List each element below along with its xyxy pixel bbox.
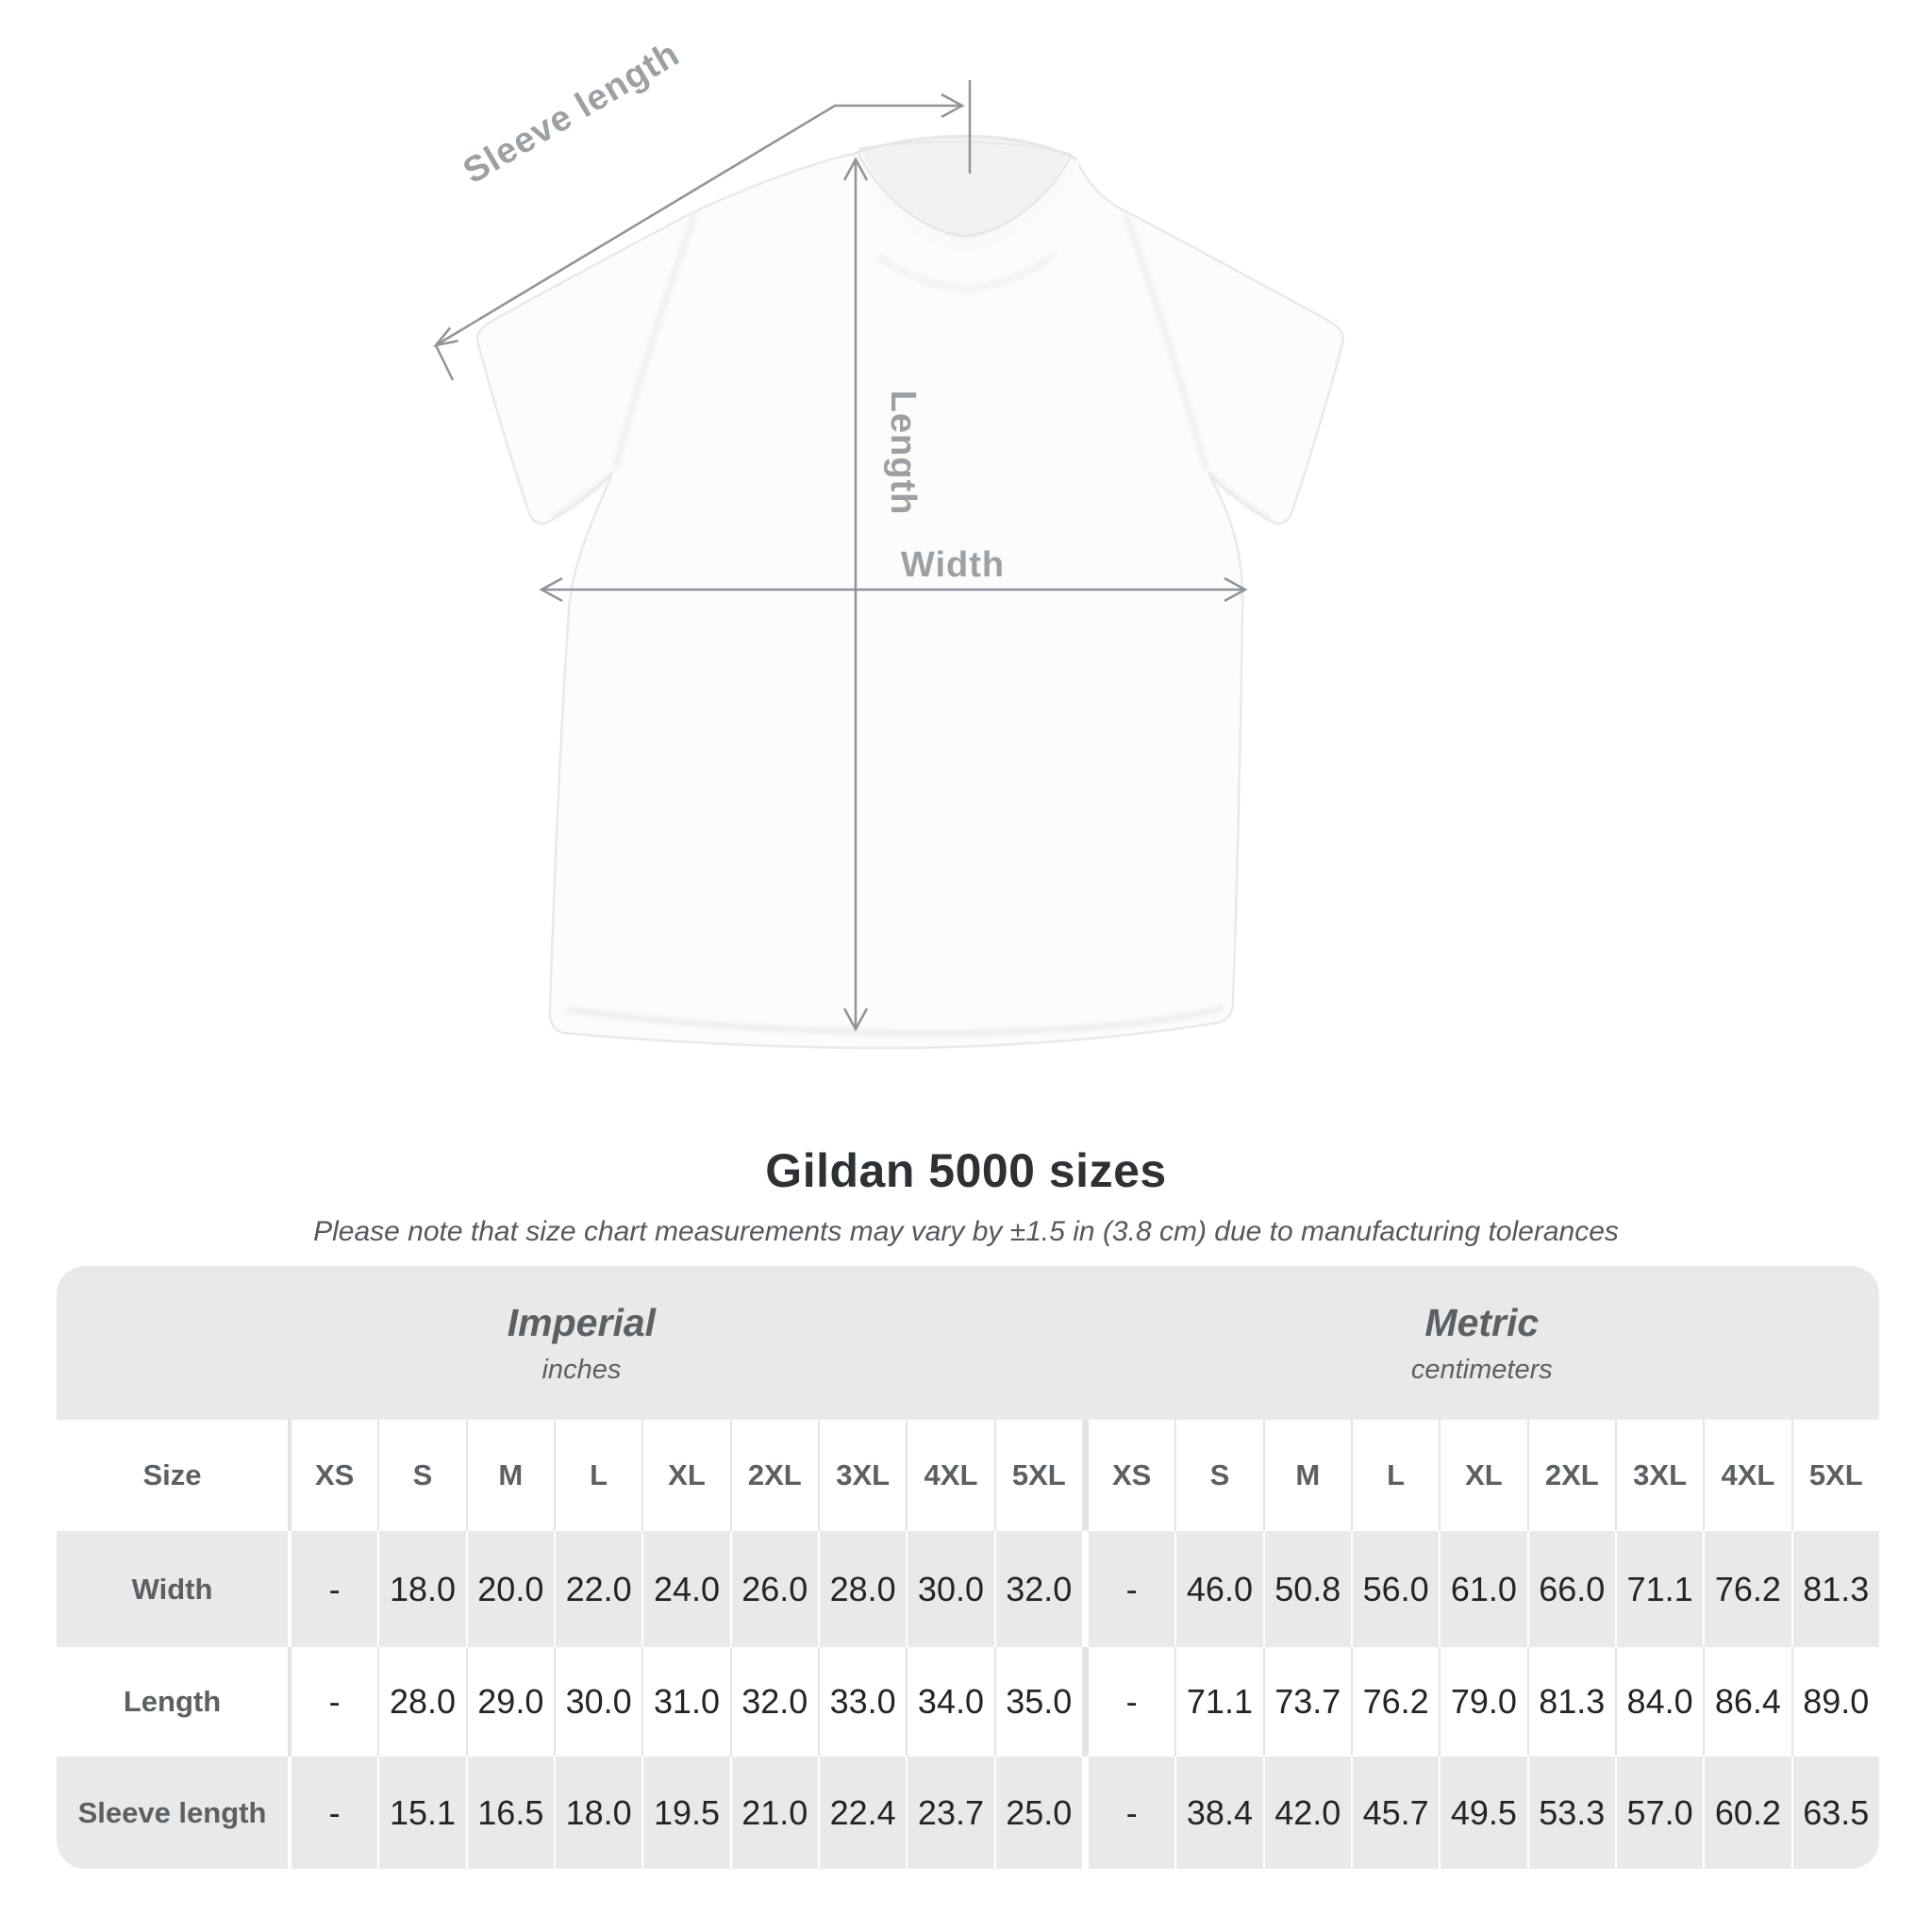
metric-measurement-cell: 49.5 [1441, 1757, 1526, 1869]
metric-measurement-cell: 89.0 [1793, 1647, 1879, 1757]
metric-size-column-header: L [1353, 1420, 1439, 1531]
metric-measurement-cell: 53.3 [1529, 1757, 1615, 1869]
arrow-down-left-icon [436, 327, 458, 345]
imperial-measurement-cell: 35.0 [996, 1647, 1082, 1757]
size-column-label: Size [57, 1420, 288, 1531]
metric-group-unit: centimeters [1410, 1354, 1553, 1385]
metric-group-name: Metric [1424, 1300, 1540, 1344]
metric-measurement-cell: 38.4 [1176, 1757, 1262, 1869]
imperial-measurement-cell: - [291, 1531, 377, 1647]
metric-size-column-header: 2XL [1529, 1420, 1615, 1531]
imperial-measurement-cell: 32.0 [732, 1647, 818, 1757]
metric-measurement-cell: - [1089, 1647, 1174, 1757]
imperial-measurement-cell: 24.0 [643, 1531, 729, 1647]
length-label: Length [883, 390, 923, 516]
imperial-measurement-cell: 15.1 [379, 1757, 465, 1869]
measurement-row-length [57, 1647, 1879, 1757]
metric-measurement-cell: 81.3 [1793, 1531, 1879, 1647]
row-label: Length [57, 1647, 288, 1757]
imperial-measurement-cell: 16.5 [468, 1757, 554, 1869]
metric-size-column-header: S [1176, 1420, 1262, 1531]
width-label: Width [900, 545, 1006, 585]
imperial-measurement-cell: 26.0 [732, 1531, 818, 1647]
imperial-measurement-cell: 19.5 [643, 1757, 729, 1869]
sleeve-length-label: Sleeve length [457, 34, 687, 192]
imperial-measurement-cell: 25.0 [996, 1757, 1082, 1869]
metric-size-column-header: 5XL [1793, 1420, 1879, 1531]
metric-measurement-cell: - [1089, 1531, 1174, 1647]
metric-measurement-cell: 84.0 [1617, 1647, 1703, 1757]
imperial-measurement-cell: 28.0 [820, 1531, 906, 1647]
measurement-row-width [57, 1531, 1879, 1647]
metric-size-column-header: XS [1089, 1420, 1174, 1531]
extension-tick [436, 345, 453, 380]
metric-measurement-cell: 61.0 [1441, 1531, 1526, 1647]
imperial-measurement-cell: - [291, 1647, 377, 1757]
metric-group-header [1411, 1301, 1553, 1386]
tolerance-note: Please note that size chart measurements may vary by ±1.5 in (3.8 cm) due to manufacturing tolerances [313, 1216, 1619, 1247]
metric-measurement-cell: 50.8 [1265, 1531, 1351, 1647]
imperial-size-column-header: 3XL [820, 1420, 906, 1531]
metric-measurement-cell: 63.5 [1793, 1757, 1879, 1869]
metric-measurement-cell: 86.4 [1705, 1647, 1790, 1757]
metric-measurement-cell: 66.0 [1529, 1531, 1615, 1647]
imperial-size-column-header: 5XL [996, 1420, 1082, 1531]
imperial-measurement-cell: 34.0 [908, 1647, 993, 1757]
imperial-size-column-header: L [556, 1420, 641, 1531]
size-table [57, 1266, 1879, 1869]
imperial-measurement-cell: 29.0 [468, 1647, 554, 1757]
metric-size-column-header: 3XL [1617, 1420, 1703, 1531]
metric-measurement-cell: 45.7 [1353, 1757, 1439, 1869]
metric-measurement-cell: 57.0 [1617, 1757, 1703, 1869]
imperial-group-header [508, 1301, 656, 1386]
metric-size-column-header: XL [1441, 1420, 1526, 1531]
imperial-measurement-cell: 18.0 [379, 1531, 465, 1647]
imperial-group-name: Imperial [507, 1300, 657, 1344]
imperial-group-unit: inches [541, 1354, 622, 1385]
page-title: Gildan 5000 sizes [765, 1144, 1167, 1197]
imperial-measurement-cell: 22.0 [556, 1531, 641, 1647]
metric-measurement-cell: 81.3 [1529, 1647, 1615, 1757]
imperial-measurement-cell: - [291, 1757, 377, 1869]
imperial-size-column-header: 4XL [908, 1420, 993, 1531]
imperial-size-column-header: 2XL [732, 1420, 818, 1531]
metric-measurement-cell: 42.0 [1265, 1757, 1351, 1869]
imperial-measurement-cell: 20.0 [468, 1531, 554, 1647]
row-label: Sleeve length [57, 1757, 288, 1869]
metric-size-column-header: M [1265, 1420, 1351, 1531]
metric-measurement-cell: 76.2 [1353, 1647, 1439, 1757]
tshirt-graphic [477, 136, 1343, 1048]
imperial-measurement-cell: 28.0 [379, 1647, 465, 1757]
size-header-row [57, 1420, 1879, 1531]
imperial-measurement-cell: 32.0 [996, 1531, 1082, 1647]
imperial-size-column-header: XL [643, 1420, 729, 1531]
metric-measurement-cell: - [1089, 1757, 1174, 1869]
metric-measurement-cell: 60.2 [1705, 1757, 1790, 1869]
metric-measurement-cell: 56.0 [1353, 1531, 1439, 1647]
measurement-row-sleeve-length [57, 1757, 1879, 1869]
imperial-measurement-cell: 30.0 [908, 1531, 993, 1647]
metric-measurement-cell: 46.0 [1176, 1531, 1262, 1647]
metric-measurement-cell: 71.1 [1176, 1647, 1262, 1757]
metric-measurement-cell: 79.0 [1441, 1647, 1526, 1757]
imperial-measurement-cell: 30.0 [556, 1647, 641, 1757]
imperial-measurement-cell: 22.4 [820, 1757, 906, 1869]
metric-size-column-header: 4XL [1705, 1420, 1790, 1531]
imperial-size-column-header: XS [291, 1420, 377, 1531]
imperial-measurement-cell: 21.0 [732, 1757, 818, 1869]
metric-measurement-cell: 76.2 [1705, 1531, 1790, 1647]
size-table-body [57, 1420, 1879, 1869]
imperial-measurement-cell: 23.7 [908, 1757, 993, 1869]
imperial-measurement-cell: 31.0 [643, 1647, 729, 1757]
imperial-size-column-header: M [468, 1420, 554, 1531]
metric-measurement-cell: 73.7 [1265, 1647, 1351, 1757]
imperial-measurement-cell: 18.0 [556, 1757, 641, 1869]
unit-group-header-row [57, 1266, 1879, 1420]
imperial-measurement-cell: 33.0 [820, 1647, 906, 1757]
metric-measurement-cell: 71.1 [1617, 1531, 1703, 1647]
row-label: Width [57, 1531, 288, 1647]
imperial-size-column-header: S [379, 1420, 465, 1531]
